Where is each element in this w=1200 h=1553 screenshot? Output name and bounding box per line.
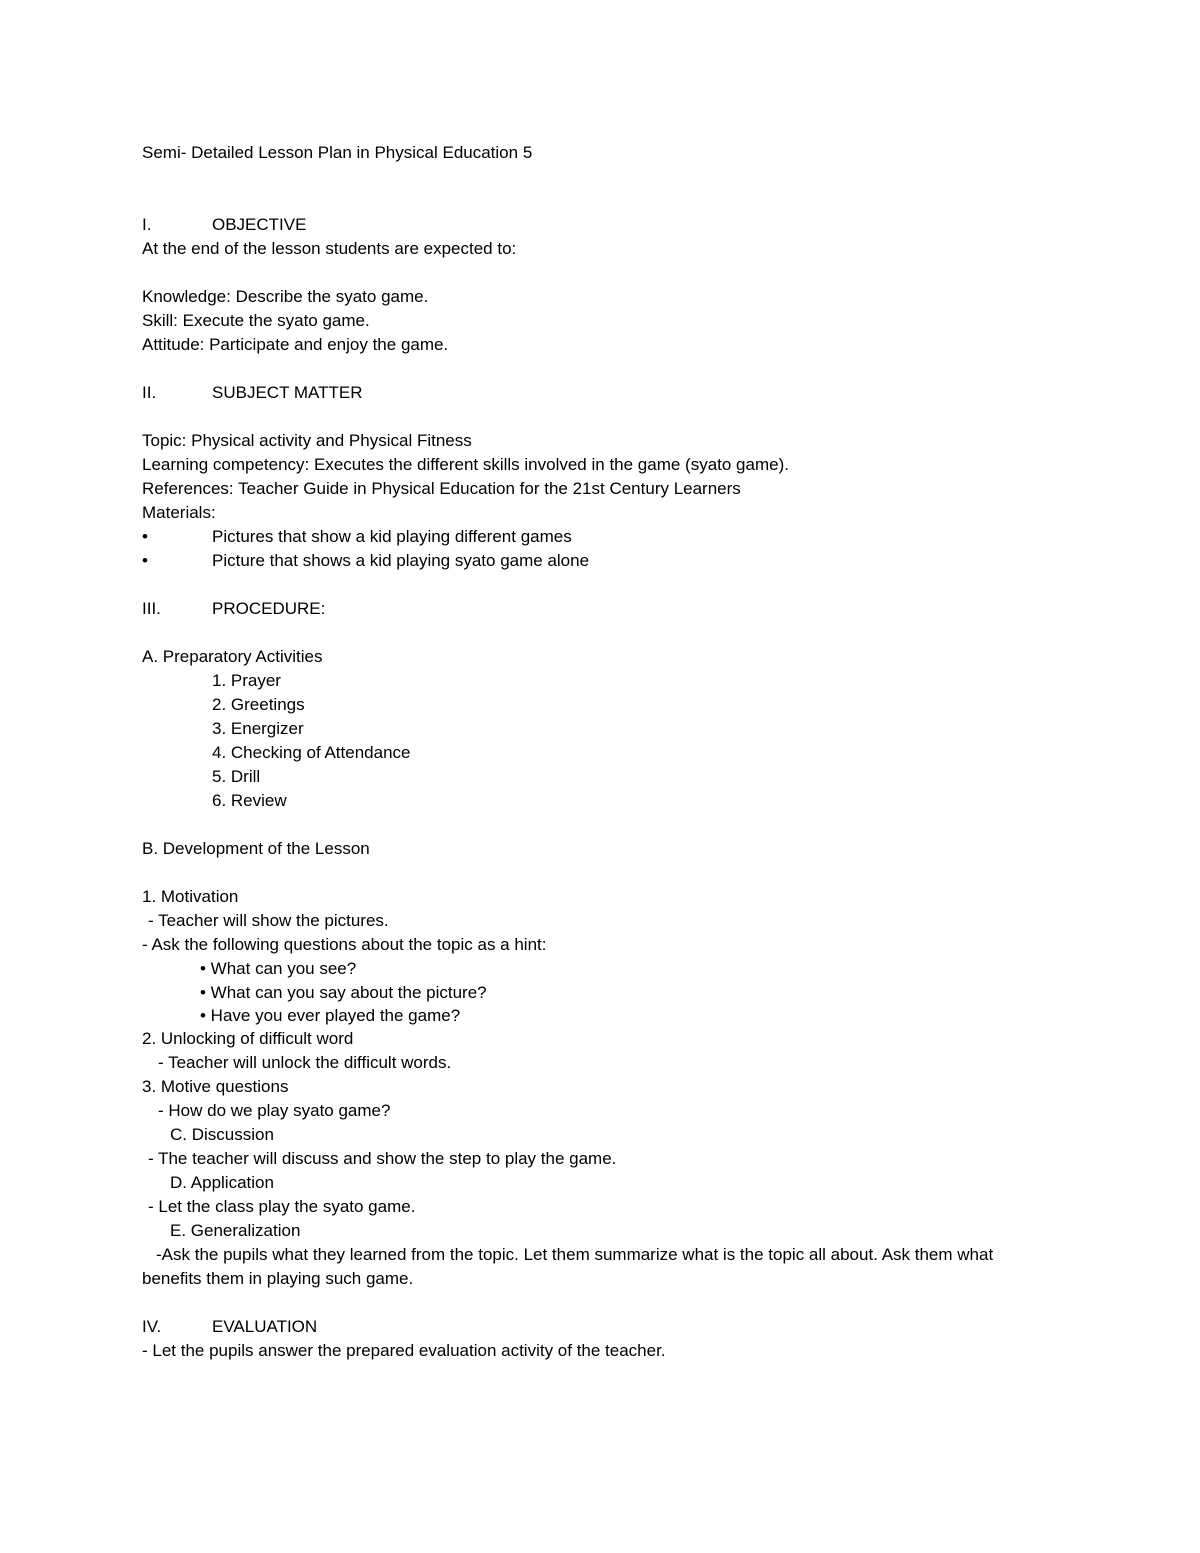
lesson-line: 3. Motive questions (142, 1077, 289, 1096)
subject-topic: Topic: Physical activity and Physical Fitness (142, 431, 472, 450)
lesson-line: 1. Motivation (142, 887, 239, 906)
lesson-line: benefits them in playing such game. (142, 1269, 414, 1288)
bullet-glyph: • (142, 551, 148, 570)
evaluation-text: - Let the pupils answer the prepared evaluation activity of the teacher. (142, 1341, 666, 1360)
lesson-line: E. Generalization (170, 1221, 301, 1240)
lesson-line: -Ask the pupils what they learned from the topic. Let them summarize what is the topic all about. Ask them what (156, 1245, 994, 1264)
activity-item: 4. Checking of Attendance (212, 743, 411, 762)
section-2-heading: SUBJECT MATTER (212, 383, 363, 402)
activity-item: 5. Drill (212, 767, 261, 786)
lesson-line: • What can you say about the picture? (200, 983, 487, 1002)
section-2-numeral: II. (142, 383, 157, 402)
bullet-glyph: • (142, 527, 148, 546)
lesson-line: 2. Unlocking of difficult word (142, 1029, 354, 1048)
lesson-line: - Ask the following questions about the topic as a hint: (142, 935, 547, 954)
activity-item: 6. Review (212, 791, 287, 810)
subject-references: References: Teacher Guide in Physical Education for the 21st Century Learners (142, 479, 741, 498)
activity-item: 3. Energizer (212, 719, 304, 738)
material-item: Picture that shows a kid playing syato game alone (212, 551, 590, 570)
section-1-heading: OBJECTIVE (212, 215, 307, 234)
lesson-line: • What can you see? (200, 959, 357, 978)
lesson-line: • Have you ever played the game? (200, 1006, 461, 1025)
lesson-line: - How do we play syato game? (158, 1101, 391, 1120)
objective-knowledge: Knowledge: Describe the syato game. (142, 287, 429, 306)
lesson-line: D. Application (170, 1173, 274, 1192)
lesson-line: - The teacher will discuss and show the step to play the game. (148, 1149, 617, 1168)
objective-intro: At the end of the lesson students are expected to: (142, 239, 517, 258)
section-3-numeral: III. (142, 599, 161, 618)
activity-item: 1. Prayer (212, 671, 281, 690)
lesson-line: - Teacher will unlock the difficult words. (158, 1053, 452, 1072)
objective-skill: Skill: Execute the syato game. (142, 311, 370, 330)
subject-competency: Learning competency: Executes the different skills involved in the game (syato game). (142, 455, 789, 474)
lesson-line: - Teacher will show the pictures. (148, 911, 389, 930)
lesson-line: - Let the class play the syato game. (148, 1197, 416, 1216)
section-4-heading: EVALUATION (212, 1317, 318, 1336)
material-item: Pictures that show a kid playing different games (212, 527, 572, 546)
section-4-numeral: IV. (142, 1317, 162, 1336)
document-title: Semi- Detailed Lesson Plan in Physical Education 5 (142, 143, 533, 162)
section-3-heading: PROCEDURE: (212, 599, 326, 618)
part-a-heading: A. Preparatory Activities (142, 647, 323, 666)
materials-label: Materials: (142, 503, 216, 522)
part-b-heading: B. Development of the Lesson (142, 839, 370, 858)
activity-item: 2. Greetings (212, 695, 305, 714)
lesson-line: C. Discussion (170, 1125, 274, 1144)
section-1-numeral: I. (142, 215, 152, 234)
objective-attitude: Attitude: Participate and enjoy the game. (142, 335, 449, 354)
